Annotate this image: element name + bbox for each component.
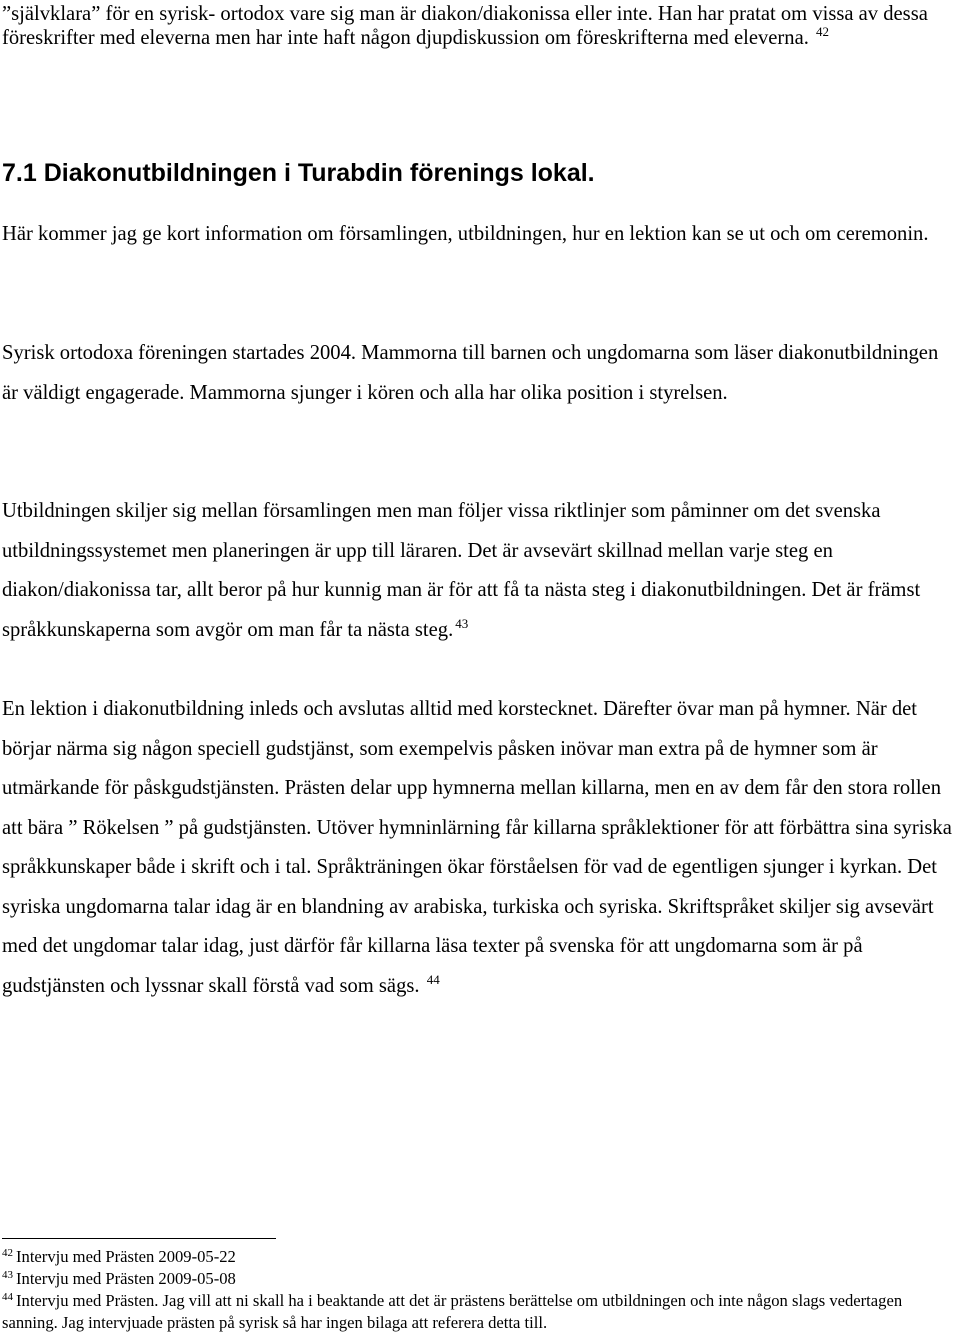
footnote-43 (2, 1268, 957, 1290)
paragraph-lesson (2, 690, 957, 1006)
paragraph-education (2, 492, 957, 650)
paragraph-association: Syrisk ortodoxa föreningen startades 2004. Mammorna till barnen och ungdomarna som läser diakonutbildningen är väldigt engagerade. Mammorna sjunger i kören och alla har olika position i styrelsen. (2, 342, 939, 404)
footnote-number: 43 (2, 1269, 13, 1281)
footnotes (2, 1246, 957, 1334)
paragraph-lesson-text: En lektion i diakonutbildning inleds och avslutas alltid med korstecknet. Därefter övar man på hymner. När det börjar närma sig någon speciell gudstjänst, som exempelvis påsken inövar man extra på de hymner som är utmärkande för påskgudstjänsten. Prästen delar upp hymnerna mellan killarna, men en av dem får den stora rollen att bära ” Rökelsen ” på gudstjänsten. Utöver hymninlärning får killarna språklektioner för att förbättra sina syriska språkkunskaper både i skrift och i tal. Språkträningen ökar förståelsen för vad de egentligen sjunger i kyrkan. Det syriska ungdomarna talar idag är en blandning av arabiska, turkiska och syriska. Skriftspråket skiljer sig avsevärt med det ungdomar talar idag, just därför får killarna läsa texter på svenska för att ungdomarna som är på gudstjänsten och lyssnar skall förstå vad som sägs. (2, 698, 952, 997)
intro-text: ”självklara” för en syrisk- ortodox vare sig man är diakon/diakonissa eller inte. Han har pratat om vissa av dessa föreskrifter med eleverna men har inte haft någon djupdiskussion om föreskrifterna med eleverna. (2, 3, 928, 49)
footnote-ref-44: 44 (426, 971, 440, 987)
footnote-ref-42: 42 (816, 24, 830, 39)
footnote-separator (2, 1238, 276, 1239)
paragraph-education-text: Utbildningen skiljer sig mellan församlingen men man följer vissa riktlinjer som påminner om det svenska utbildningssystemet men planeringen är upp till läraren. Det är avsevärt skillnad mellan varje steg en diakon/diakonissa tar, allt beror på hur kunnig man är för att få ta nästa steg i diakonutbildningen. Det är främst språkkunskaperna som avgör om man får ta nästa steg. (2, 500, 921, 641)
footnote-text: Intervju med Prästen 2009-05-22 (16, 1247, 236, 1266)
footnote-text: Intervju med Prästen. Jag vill att ni skall ha i beaktande att det är prästens berättelse om utbildningen och inte någon slags vedertagen sanning. Jag intervjuade prästen på syrisk så har ingen bilaga att referera detta till. (2, 1291, 903, 1332)
footnote-ref-43: 43 (455, 615, 469, 631)
intro-paragraph (2, 2, 957, 50)
footnote-44 (2, 1290, 957, 1334)
footnote-42 (2, 1246, 957, 1268)
footnote-number: 42 (2, 1247, 13, 1259)
paragraph-introduction: Här kommer jag ge kort information om församlingen, utbildningen, hur en lektion kan se ut och om ceremonin. (2, 223, 929, 245)
footnote-text: Intervju med Prästen 2009-05-08 (16, 1269, 236, 1288)
section-heading: 7.1 Diakonutbildningen i Turabdin förenings lokal. (2, 159, 595, 187)
footnote-number: 44 (2, 1291, 13, 1303)
